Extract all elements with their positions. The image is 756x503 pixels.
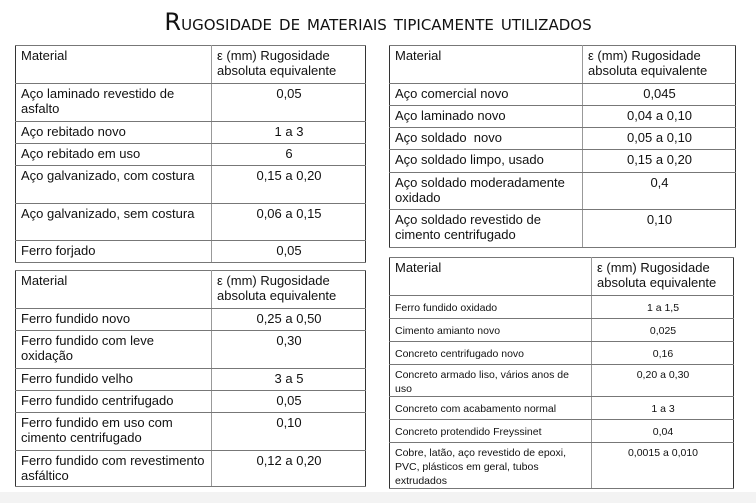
- table-row: Ferro fundido com revestimento asfáltico 0,12 a 0,20: [16, 451, 366, 487]
- table-row: Ferro fundido novo 0,25 a 0,50: [16, 309, 366, 331]
- table-row: Aço galvanizado, sem costura 0,06 a 0,15: [16, 204, 366, 241]
- table-steel-1: [15, 45, 366, 263]
- table-row: Aço soldado revestido de cimento centrifugado 0,10: [390, 210, 736, 248]
- header-material: Material: [390, 258, 592, 296]
- header-material: Material: [16, 271, 212, 309]
- header-roughness: ε (mm) Rugosidade absoluta equivalente: [592, 258, 734, 296]
- header-roughness: ε (mm) Rugosidade absoluta equivalente: [212, 271, 366, 309]
- table-row: Aço soldado moderadamente oxidado 0,4: [390, 173, 736, 210]
- table-row: Ferro fundido em uso com cimento centrifugado 0,10: [16, 413, 366, 451]
- table-header-row: [16, 46, 366, 84]
- table-row: Aço comercial novo 0,045: [390, 84, 736, 106]
- table-header-row: [16, 271, 366, 309]
- table-row: Ferro fundido velho 3 a 5: [16, 369, 366, 391]
- table-row: Concreto com acabamento normal 1 a 3: [390, 397, 734, 420]
- bottom-band: [0, 492, 756, 503]
- table-concrete-misc: [389, 257, 734, 489]
- table-row: Aço soldado novo 0,05 a 0,10: [390, 128, 736, 150]
- table-row: Concreto armado liso, vários anos de uso 0,20 a 0,30: [390, 365, 734, 397]
- table-row: Aço laminado revestido de asfalto 0,05: [16, 84, 366, 122]
- table-header-row: [390, 46, 736, 84]
- table-row: Aço soldado limpo, usado 0,15 a 0,20: [390, 150, 736, 173]
- table-row: Cimento amianto novo 0,025: [390, 319, 734, 342]
- table-row: Ferro fundido com leve oxidação 0,30: [16, 331, 366, 369]
- header-roughness: ε (mm) Rugosidade absoluta equivalente: [583, 46, 736, 84]
- header-material: Material: [390, 46, 583, 84]
- title-rest: ugosidade de materiais tipicamente utilizados: [181, 11, 592, 36]
- table-row: Aço laminado novo 0,04 a 0,10: [390, 106, 736, 128]
- page-title: [0, 8, 756, 36]
- table-row: Aço galvanizado, com costura 0,15 a 0,20: [16, 166, 366, 204]
- table-row: Ferro fundido oxidado 1 a 1,5: [390, 296, 734, 319]
- table-row: Cobre, latão, aço revestido de epoxi, PVC, plásticos em geral, tubos extrudados 0,0015 a 0,010: [390, 443, 734, 489]
- table-row: Concreto protendido Freyssinet 0,04: [390, 420, 734, 443]
- table-row: Aço rebitado em uso 6: [16, 144, 366, 166]
- table-row: Ferro forjado 0,05: [16, 241, 366, 263]
- table-header-row: [390, 258, 734, 296]
- table-steel-2: [389, 45, 736, 248]
- table-row: Concreto centrifugado novo 0,16: [390, 342, 734, 365]
- title-initial: R: [164, 8, 182, 36]
- header-roughness: ε (mm) Rugosidade absoluta equivalente: [212, 46, 366, 84]
- table-cast-iron: [15, 270, 366, 487]
- table-row: Ferro fundido centrifugado 0,05: [16, 391, 366, 413]
- header-material: Material: [16, 46, 212, 84]
- table-row: Aço rebitado novo 1 a 3: [16, 122, 366, 144]
